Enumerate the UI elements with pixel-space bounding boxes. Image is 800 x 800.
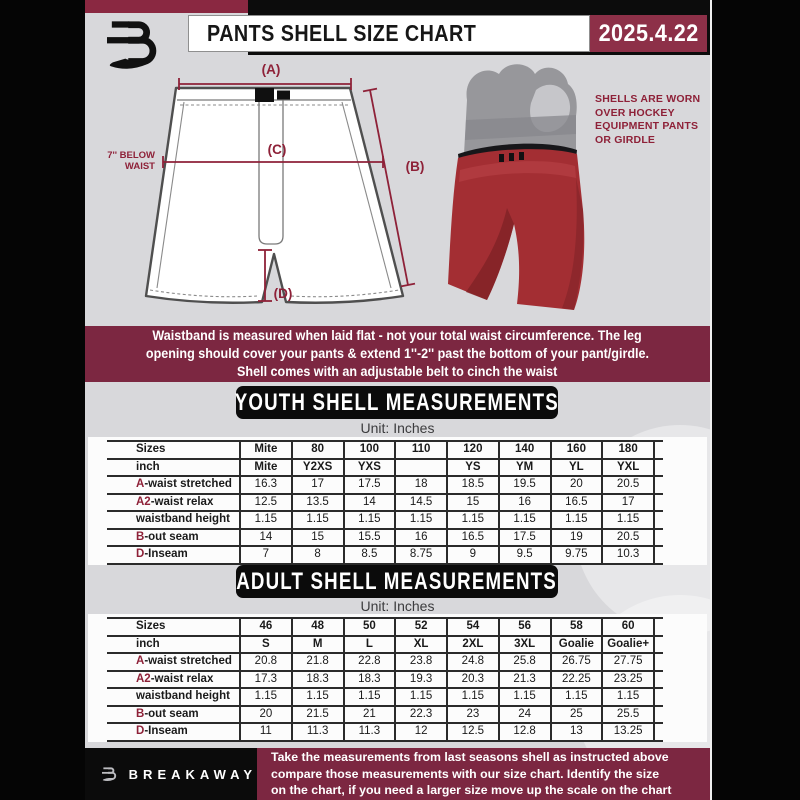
size-cell: L [345,637,397,653]
adult-size-table [107,617,663,742]
page-title-box [188,15,590,52]
row-label-cell: A-waist stretched [107,477,241,493]
photo-caption: SHELLS ARE WORN OVER HOCKEY EQUIPMENT PANTS OR GIRDLE [595,93,701,146]
measurement-row [107,724,663,742]
value-cell: 21.8 [293,654,345,670]
value-cell: 17.5 [345,477,397,493]
size-code-row [107,460,663,478]
value-cell: 1.15 [241,689,293,705]
shell-measurement-diagram [93,58,433,322]
value-cell: 26.75 [552,654,604,670]
value-cell: 17.3 [241,672,293,688]
value-cell: 10.3 [603,547,655,563]
shell-product-photo [437,58,612,322]
value-cell: 20.8 [241,654,293,670]
measurement-row [107,530,663,548]
size-cell: 110 [396,442,448,458]
value-cell: 7 [241,547,293,563]
value-cell: 22.25 [552,672,604,688]
value-cell: 27.75 [603,654,655,670]
value-cell: 1.15 [500,512,552,528]
value-cell: 11.3 [345,724,397,740]
youth-size-table [107,440,663,565]
row-label-cell: Sizes [107,442,241,458]
measure-letter: B [136,707,145,720]
measurement-row [107,689,663,707]
label-b: (B) [405,159,425,174]
value-cell: 20 [552,477,604,493]
size-cell: YXL [603,460,655,476]
size-cell: Y2XS [293,460,345,476]
value-cell: 22.8 [345,654,397,670]
brand-name: BREAKAWAY [128,766,257,782]
row-label-cell: inch [107,460,241,476]
size-cell: YL [552,460,604,476]
row-label-cell: waistband height [107,689,241,705]
value-cell: 24.8 [448,654,500,670]
page-title: PANTS SHELL SIZE CHART [207,20,477,46]
value-cell: 16.5 [448,530,500,546]
adult-section-heading: ADULT SHELL MEASUREMENTS [236,565,558,598]
measure-letter: A2 [136,672,151,685]
value-cell: 25.8 [500,654,552,670]
row-spacer [655,619,663,635]
row-spacer [655,460,663,476]
info-line: opening should cover your pants & extend 1''-2'' past the bottom of your pant/girdle. [145,346,650,362]
size-cell: YXS [345,460,397,476]
value-cell: 8 [293,547,345,563]
value-cell: 1.15 [345,689,397,705]
size-cell: 2XL [448,637,500,653]
row-spacer [655,637,663,653]
size-cell: Mite [241,442,293,458]
value-cell: 1.15 [552,512,604,528]
value-cell: 16.3 [241,477,293,493]
row-spacer [655,707,663,723]
value-cell: 19.5 [500,477,552,493]
row-spacer [655,672,663,688]
value-cell: 1.15 [293,512,345,528]
footer-line: Take the measurements from last seasons shell as instructed above [271,750,669,765]
measure-letter: D [136,725,145,737]
value-cell: 16 [500,495,552,511]
size-code-row [107,637,663,655]
measurement-row [107,672,663,690]
value-cell: 11 [241,724,293,740]
value-cell: 21.3 [500,672,552,688]
size-cell: 3XL [500,637,552,653]
row-spacer [655,530,663,546]
row-spacer [655,724,663,740]
label-d: (D) [273,286,293,301]
value-cell: 1.15 [396,689,448,705]
value-cell: 17 [293,477,345,493]
row-spacer [655,477,663,493]
row-label-cell: waistband height [107,512,241,528]
value-cell: 15 [293,530,345,546]
row-spacer [655,654,663,670]
value-cell: 12.5 [241,495,293,511]
size-cell: 48 [293,619,345,635]
row-label-cell: inch [107,637,241,653]
size-cell: S [241,637,293,653]
value-cell: 13.5 [293,495,345,511]
value-cell: 16 [396,530,448,546]
value-cell: 14 [345,495,397,511]
measurement-row [107,477,663,495]
measurement-row [107,547,663,565]
value-cell: 13 [552,724,604,740]
date-badge [590,15,707,52]
size-header-row [107,442,663,460]
row-label-cell: Sizes [107,619,241,635]
value-cell: 12.5 [448,724,500,740]
row-label-cell: A-waist stretched [107,654,241,670]
size-cell: XL [396,637,448,653]
size-header-row [107,619,663,637]
size-cell: YS [448,460,500,476]
size-cell: 52 [396,619,448,635]
value-cell: 25 [552,707,604,723]
measurement-row [107,512,663,530]
date-text: 2025.4.22 [598,19,699,47]
value-cell: 23 [448,707,500,723]
size-cell: 58 [552,619,604,635]
size-cell: 120 [448,442,500,458]
value-cell: 18.5 [448,477,500,493]
value-cell: 17 [603,495,655,511]
row-label-cell: D-Inseam [107,547,241,563]
waist-note-line2: WAIST [124,161,155,172]
value-cell: 1.15 [293,689,345,705]
measure-letter: A [136,478,145,490]
value-cell: 23.25 [603,672,655,688]
shorts-outline [146,88,403,303]
measure-letter: D [136,548,145,560]
measurement-row [107,495,663,513]
label-c: (C) [267,142,287,157]
value-cell: 13.25 [603,724,655,740]
value-cell: 1.15 [345,512,397,528]
value-cell: 19.3 [396,672,448,688]
value-cell: 19 [552,530,604,546]
value-cell: 22.3 [396,707,448,723]
info-line: Shell comes with an adjustable belt to cinch the waist [237,363,558,379]
value-cell: 15.5 [345,530,397,546]
footer-instructions [257,748,710,800]
row-spacer [655,689,663,705]
value-cell: 14 [241,530,293,546]
value-cell: 8.5 [345,547,397,563]
info-line: Waistband is measured when laid flat - not your total waist circumference. The leg [152,328,643,344]
size-cell: Goalie [552,637,604,653]
waistband-info-banner [85,326,710,382]
value-cell: 12 [396,724,448,740]
row-label-cell: A2-waist relax [107,672,241,688]
row-spacer [655,512,663,528]
footer-line: compare those measurements with our size chart. Identify the size [271,766,660,781]
row-spacer [655,547,663,563]
size-cell: Goalie+ [603,637,655,653]
waist-note-line1: 7'' BELOW [107,150,155,161]
value-cell: 11.3 [293,724,345,740]
row-label-cell: A2-waist relax [107,495,241,511]
belt-buckle [255,88,274,102]
value-cell: 20.5 [603,530,655,546]
value-cell: 9.75 [552,547,604,563]
size-cell: 46 [241,619,293,635]
size-cell: 54 [448,619,500,635]
value-cell: 9.5 [500,547,552,563]
measure-letter: A2 [136,495,151,508]
value-cell: 12.8 [500,724,552,740]
row-label-cell: B-out seam [107,707,241,723]
size-cell: YM [500,460,552,476]
row-label-cell: B-out seam [107,530,241,546]
value-cell: 25.5 [603,707,655,723]
value-cell: 1.15 [241,512,293,528]
value-cell: 23.8 [396,654,448,670]
value-cell: 14.5 [396,495,448,511]
size-cell: Mite [241,460,293,476]
value-cell: 16.5 [552,495,604,511]
value-cell: 1.15 [500,689,552,705]
row-spacer [655,442,663,458]
value-cell: 18.3 [293,672,345,688]
value-cell: 1.15 [396,512,448,528]
value-cell: 17.5 [500,530,552,546]
size-cell [396,460,448,476]
youth-section-heading: YOUTH SHELL MEASUREMENTS [236,386,558,419]
value-cell: 1.15 [603,689,655,705]
measurement-row [107,707,663,725]
value-cell: 18 [396,477,448,493]
value-cell: 1.15 [448,512,500,528]
label-a: (A) [261,62,281,77]
value-cell: 9 [448,547,500,563]
value-cell: 8.75 [396,547,448,563]
measure-letter: A [136,655,145,667]
row-label-cell: D-Inseam [107,724,241,740]
youth-unit-label: Unit: Inches [360,420,435,436]
row-spacer [655,495,663,511]
size-cell: 56 [500,619,552,635]
value-cell: 1.15 [603,512,655,528]
breakaway-b-logo-small [102,757,119,792]
value-cell: 18.3 [345,672,397,688]
value-cell: 21.5 [293,707,345,723]
size-cell: 50 [345,619,397,635]
measure-letter: B [136,530,145,543]
page-content [85,0,712,800]
value-cell: 1.15 [448,689,500,705]
value-cell: 15 [448,495,500,511]
maroon-accent-stripe [85,0,248,13]
value-cell: 20 [241,707,293,723]
measurement-row [107,654,663,672]
size-cell: 160 [552,442,604,458]
size-cell: M [293,637,345,653]
size-cell: 140 [500,442,552,458]
adult-unit-label: Unit: Inches [360,598,435,614]
value-cell: 20.5 [603,477,655,493]
footer-line: on the chart, if you need a larger size move up the scale on the chart [271,783,672,798]
value-cell: 24 [500,707,552,723]
value-cell: 21 [345,707,397,723]
value-cell: 1.15 [552,689,604,705]
size-cell: 180 [603,442,655,458]
size-cell: 60 [603,619,655,635]
footer-brand-block [85,748,257,800]
value-cell: 20.3 [448,672,500,688]
size-cell: 80 [293,442,345,458]
size-cell: 100 [345,442,397,458]
